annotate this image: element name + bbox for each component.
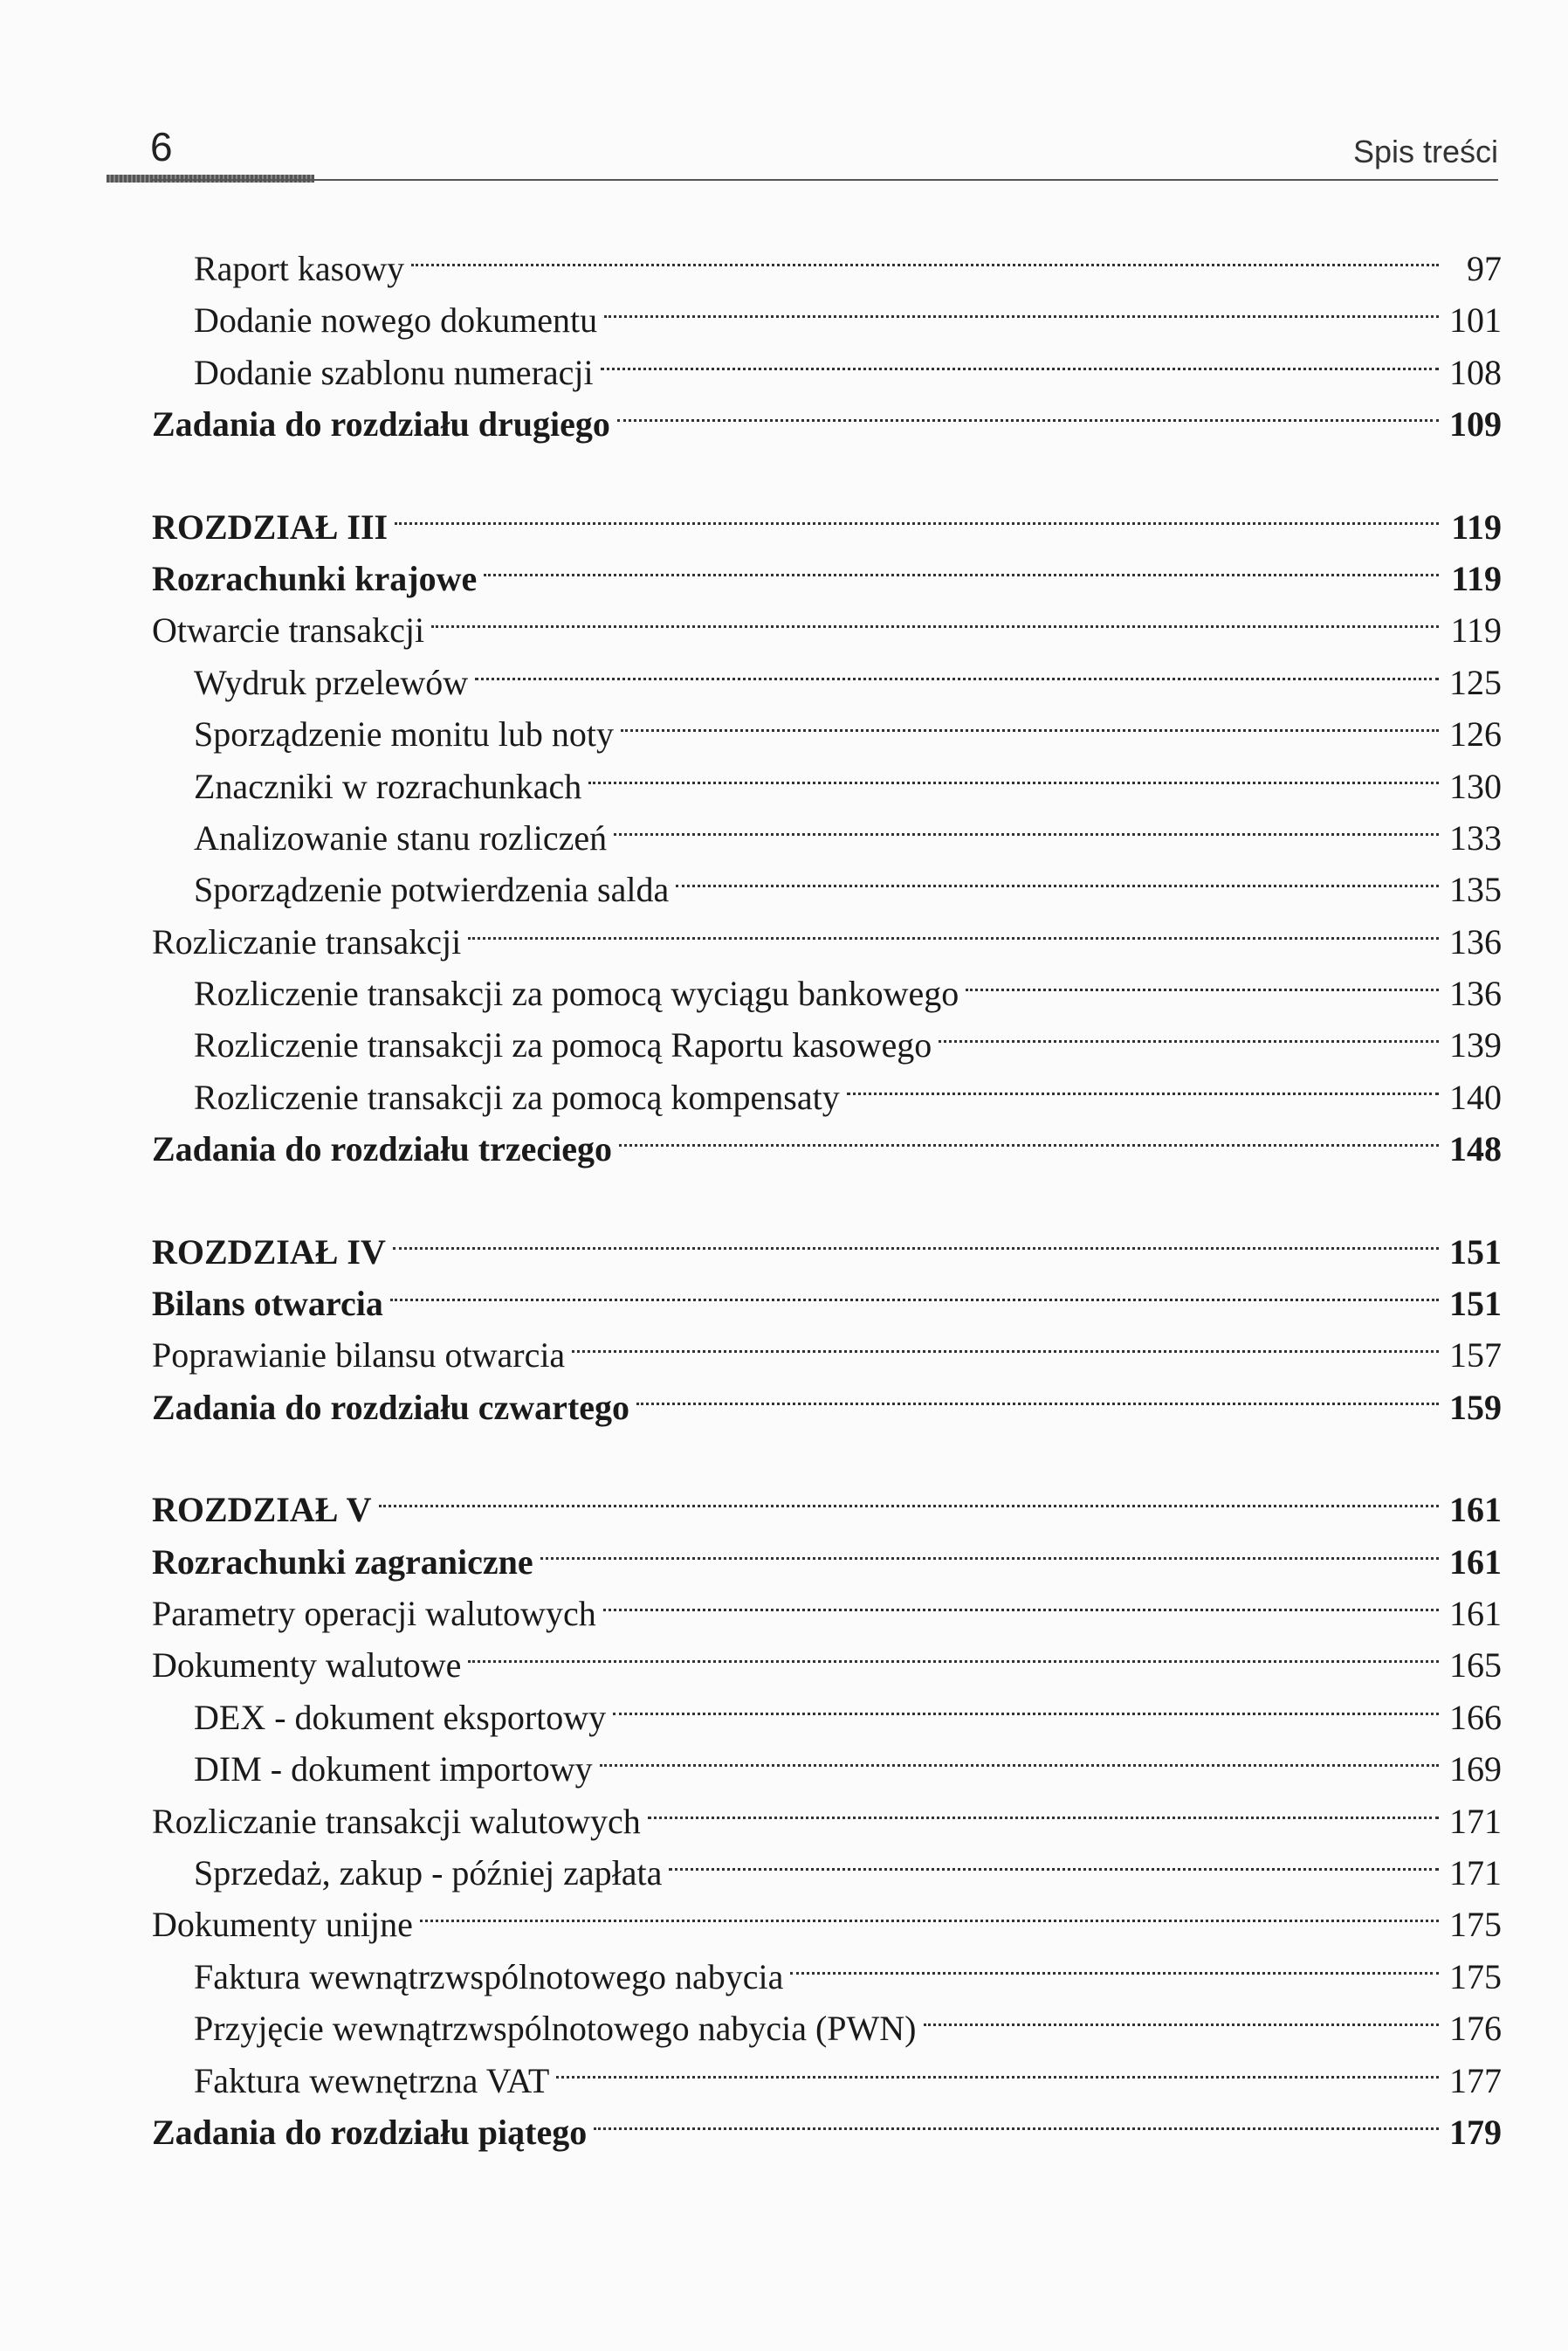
dot-leader <box>556 2041 1439 2092</box>
dot-leader <box>603 1574 1439 1625</box>
dot-leader <box>468 902 1439 954</box>
dot-leader <box>475 643 1439 694</box>
toc-entry-title: Poprawianie bilansu otwarcia <box>152 1335 566 1375</box>
toc-entry-title: ROZDZIAŁ IV <box>152 1231 386 1272</box>
dot-leader <box>621 694 1439 746</box>
toc-entry-title: Zadania do rozdziału czwartego <box>152 1387 630 1427</box>
dot-leader <box>588 747 1439 798</box>
toc-entry-title: Zadania do rozdziału trzeciego <box>152 1129 612 1169</box>
page-number: 6 <box>150 124 173 169</box>
dot-leader <box>468 1625 1439 1677</box>
toc-entry-page: 148 <box>1449 1129 1502 1169</box>
dot-leader <box>648 1782 1439 1833</box>
dot-leader <box>540 1522 1439 1574</box>
toc-entry-page: 165 <box>1449 1645 1502 1686</box>
toc-entry-title: Analizowanie stanu rozliczeń <box>194 817 608 858</box>
toc-entry-title: ROZDZIAŁ V <box>152 1490 372 1530</box>
dot-leader <box>790 1937 1439 1989</box>
toc-entry-title: Dodanie nowego dokumentu <box>194 300 598 341</box>
toc-entry-page: 125 <box>1449 662 1502 702</box>
toc-entry-page: 136 <box>1449 921 1502 962</box>
toc-entry-page: 101 <box>1449 300 1502 341</box>
toc-entry-title: Rozliczenie transakcji za pomocą kompensaty <box>194 1077 840 1117</box>
toc-entry-title: DIM - dokument importowy <box>194 1749 593 1789</box>
toc-entry-title: Bilans otwarcia <box>152 1284 383 1324</box>
toc-entry-page: 175 <box>1449 1956 1502 1996</box>
toc-entry-title: Faktura wewnątrzwspólnotowego nabycia <box>194 1956 784 1996</box>
toc-entry-page: 177 <box>1449 2060 1502 2100</box>
page-header <box>150 122 1498 185</box>
toc-entry-page: 179 <box>1449 2112 1502 2152</box>
toc-entry-page: 171 <box>1449 1852 1502 1893</box>
dot-leader <box>939 1005 1439 1057</box>
toc-entry-title: Rozrachunki krajowe <box>152 558 478 598</box>
dot-leader <box>614 798 1439 850</box>
header-rule <box>150 179 1498 181</box>
toc-entry-title: Rozliczenie transakcji za pomocą wyciągu bankowego <box>194 974 959 1014</box>
toc-entry <box>152 1470 1502 1530</box>
toc-entry-page: 175 <box>1449 1905 1502 1945</box>
dot-leader <box>390 1264 1439 1315</box>
dot-leader <box>379 1470 1439 1521</box>
toc-entry-page: 159 <box>1449 1387 1502 1427</box>
toc-entry-page: 119 <box>1450 610 1502 651</box>
dot-leader <box>484 539 1439 590</box>
toc-entry-page: 130 <box>1449 766 1502 806</box>
toc-entry-page: 139 <box>1449 1025 1502 1065</box>
toc-entry-page: 108 <box>1449 352 1502 392</box>
toc-entry-title: Raport kasowy <box>194 249 405 288</box>
dot-leader <box>966 954 1439 1005</box>
toc-entry-page: 157 <box>1449 1335 1502 1375</box>
toc-entry-title: Parametry operacji walutowych <box>152 1593 596 1633</box>
dot-leader <box>395 487 1439 539</box>
dot-leader <box>636 1368 1439 1419</box>
toc-entry-title: Rozliczanie transakcji <box>152 921 462 962</box>
dot-leader <box>676 850 1439 901</box>
dot-leader <box>847 1058 1439 1109</box>
toc-entry-page: 151 <box>1449 1231 1502 1272</box>
dot-leader <box>431 590 1439 642</box>
toc-entry-title: Wydruk przelewów <box>194 662 469 702</box>
dot-leader <box>411 229 1439 280</box>
dot-leader <box>604 280 1439 332</box>
toc-entry-page: 109 <box>1449 404 1502 445</box>
toc-entry-page: 119 <box>1451 507 1502 547</box>
toc-section <box>152 1470 1502 2152</box>
toc-entry-page: 151 <box>1449 1284 1502 1324</box>
dot-leader <box>924 1989 1440 2040</box>
dot-leader <box>594 2092 1439 2144</box>
toc-entry-page: 133 <box>1449 817 1502 858</box>
toc-entry-page: 140 <box>1449 1077 1502 1117</box>
toc-entry-page: 161 <box>1449 1541 1502 1582</box>
toc-entry-title: DEX - dokument eksportowy <box>194 1697 607 1737</box>
toc-section <box>152 487 1502 1169</box>
toc-entry-title: Dokumenty walutowe <box>152 1645 462 1686</box>
dot-leader <box>617 384 1439 436</box>
toc-entry-title: Sporządzenie monitu lub noty <box>194 714 615 755</box>
toc-entry-title: Faktura wewnętrzna VAT <box>194 2060 550 2100</box>
toc-entry-title: ROZDZIAŁ III <box>152 507 389 547</box>
toc-entry-page: 119 <box>1451 558 1502 598</box>
toc-entry-title: Sprzedaż, zakup - później zapłata <box>194 1852 663 1893</box>
toc-entry-page: 126 <box>1449 714 1502 755</box>
toc-entry-page: 136 <box>1449 974 1502 1014</box>
toc-entry <box>152 229 1502 288</box>
toc-entry-page: 161 <box>1449 1593 1502 1633</box>
toc-entry-title: Znaczniki w rozrachunkach <box>194 766 582 806</box>
toc-entry <box>152 487 1502 547</box>
dot-leader <box>420 1885 1439 1936</box>
toc-entry-title: Dokumenty unijne <box>152 1905 413 1945</box>
dot-leader <box>393 1212 1439 1264</box>
dot-leader <box>613 1678 1439 1729</box>
toc-section <box>152 229 1502 445</box>
toc-entry-title: Przyjęcie wewnątrzwspólnotowego nabycia (PWN) <box>194 2009 917 2049</box>
toc-entry-page: 135 <box>1449 870 1502 910</box>
table-of-contents <box>152 229 1502 2152</box>
toc-section <box>152 1212 1502 1427</box>
toc-entry-title: Dodanie szablonu numeracji <box>194 352 594 392</box>
dot-leader <box>601 333 1439 384</box>
toc-entry-title: Sporządzenie potwierdzenia salda <box>194 870 670 910</box>
dot-leader <box>619 1109 1439 1161</box>
toc-entry-page: 176 <box>1449 2009 1502 2049</box>
toc-entry-page: 161 <box>1449 1490 1502 1530</box>
dot-leader <box>600 1729 1439 1781</box>
dot-leader <box>669 1833 1439 1885</box>
toc-entry-page: 171 <box>1449 1801 1502 1841</box>
toc-entry-title: Rozliczenie transakcji za pomocą Raportu kasowego <box>194 1025 932 1065</box>
running-title: Spis treści <box>1352 134 1498 169</box>
toc-entry-title: Rozrachunki zagraniczne <box>152 1541 533 1582</box>
toc-entry-title: Rozliczanie transakcji walutowych <box>152 1801 641 1841</box>
toc-entry-page: 97 <box>1467 249 1502 288</box>
dot-leader <box>572 1315 1439 1367</box>
toc-entry-page: 169 <box>1449 1749 1502 1789</box>
toc-entry-page: 166 <box>1449 1697 1502 1737</box>
toc-entry <box>152 1212 1502 1272</box>
toc-entry-title: Zadania do rozdziału piątego <box>152 2112 588 2152</box>
toc-entry-title: Otwarcie transakcji <box>152 610 425 651</box>
toc-entry-title: Zadania do rozdziału drugiego <box>152 404 610 445</box>
